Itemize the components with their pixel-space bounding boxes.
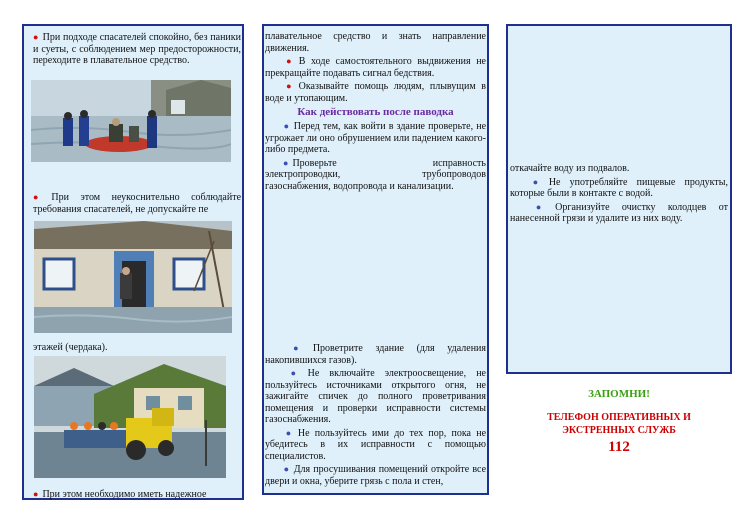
bullet-icon: ●: [283, 368, 304, 378]
col3-bullet-3: ● Организуйте очистку колодцев от нанесенной грязи и удалите из них воду.: [510, 201, 728, 224]
phone-title-line-2: ЭКСТРЕННЫХ СЛУЖБ: [562, 425, 676, 436]
bullet-icon: ●: [283, 121, 290, 131]
bullet-icon: ●: [283, 343, 309, 353]
bullet-icon: ●: [283, 464, 290, 474]
bullet-icon: ●: [526, 176, 545, 187]
bullet-icon: ●: [33, 192, 48, 202]
emergency-phone-number: 112: [608, 439, 630, 455]
col2-top-text: плавательное средство и знать направление движения. ● В ходе самостоятельного выдвижения не прекращайте подавать сигнал бедствия. ● Оказывайте помощь людям, плывущим в воде и утопающим.: [265, 31, 486, 104]
col2-bullet-2: ● В ходе самостоятельного выдвижения не прекращайте подавать сигнал бедствия.: [265, 56, 486, 79]
after-flood-heading: Как действовать после паводка: [297, 106, 454, 118]
rescuers-boat-photo: [31, 80, 231, 162]
col2-bullet-5: ● Проверьте исправность электропроводки, трубопроводов газоснабжения, водопровода и канализации.: [265, 157, 486, 192]
bullet-icon: ●: [283, 157, 289, 168]
col1-paragraph-1: ● При подходе спасателей спокойно, без паники и суеты, с соблюдением мер предосторожности, переходите в плавательное средство.: [33, 32, 241, 66]
col1-paragraph-2-end: этажей (чердака).: [33, 342, 108, 353]
bullet-icon: ●: [33, 32, 39, 42]
flooded-house-photo: [34, 221, 232, 333]
col2-bullet-8: ● Не пользуйтесь ими до тех пор, пока не убедитесь в их исправности с помощью специалистов.: [265, 427, 487, 462]
col2-bottom-text: [265, 343, 486, 487]
col3-bullet-2: ● Не употребляйте пищевые продукты, которые были в контакте с водой.: [510, 176, 728, 199]
col2-bullet-4: ● Перед тем, как войти в здание проверьте, не угрожает ли оно обрушением или падением какого-либо предмета.: [265, 121, 487, 155]
rescuers-boat-image: [31, 80, 231, 162]
bullet-icon: ●: [33, 489, 39, 499]
phone-title-line-1: ТЕЛЕФОН ОПЕРАТИВНЫХ И: [547, 412, 691, 423]
flooded-house-image: [34, 221, 232, 333]
bullet-icon: ●: [526, 201, 552, 212]
bullet-icon: ●: [283, 427, 294, 438]
tractor-rescue-image: [34, 356, 226, 478]
remember-label: ЗАПОМНИ!: [588, 388, 650, 400]
bullet-icon: ●: [283, 81, 295, 91]
col2-middle-text: [265, 121, 486, 192]
tractor-rescue-photo: [34, 356, 226, 478]
col1-paragraph-2-start: ● При этом неукоснительно соблюдайте требования спасателей, не допускайте пе: [33, 192, 242, 215]
col2-bullet-6: ● Проветрите здание (для удаления накопившихся газов).: [265, 343, 487, 366]
bullet-icon: ●: [283, 56, 295, 66]
col3-text: откачайте воду из подвалов. ● Не употребляйте пищевые продукты, которые были в контакте с водой. ● Организуйте очистку колодцев от нанесенной грязи и удалите из них воду.: [510, 163, 728, 224]
col2-bullet-7: ● Не включайте электроосвещение, не пользуйтесь источниками открытого огня, не зажигайте спичек до полного проветривания помещения и проверки исправности системы газоснабжения.: [265, 368, 486, 425]
col1-paragraph-3: ● При этом необходимо иметь надежное: [33, 489, 207, 500]
col2-bullet-3: ● Оказывайте помощь людям, плывущим в воде и утопающим.: [265, 81, 486, 104]
col2-bullet-9: ● Для просушивания помещений откройте все двери и окна, уберите грязь с пола и стен,: [265, 464, 487, 487]
